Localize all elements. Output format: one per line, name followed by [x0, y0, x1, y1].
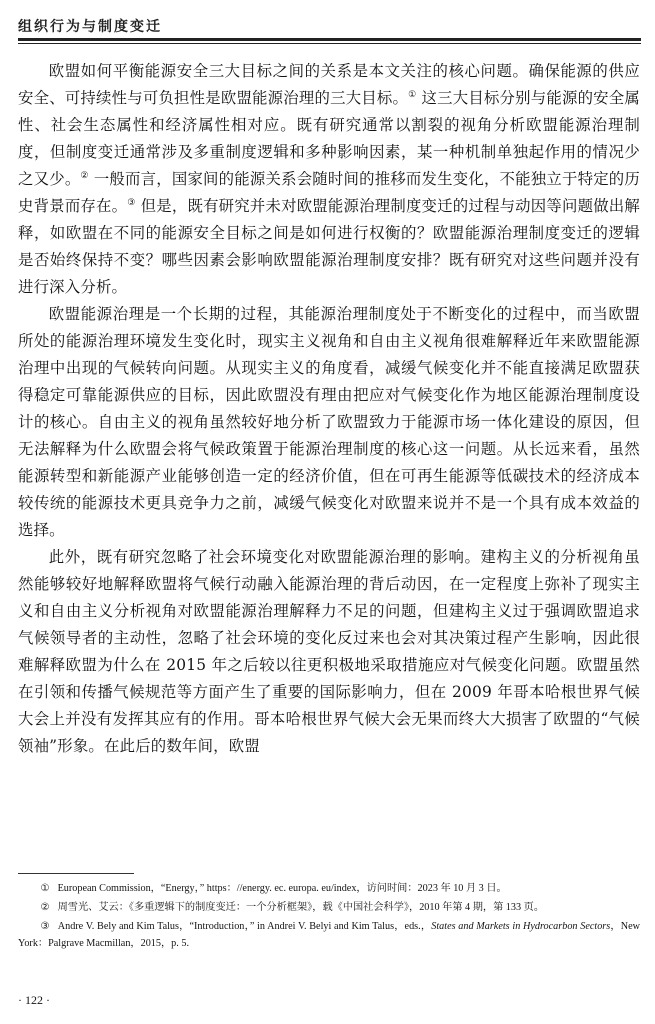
book-title: States and Markets in Hydrocarbon Sectors	[431, 921, 611, 932]
header-rule-thick	[18, 38, 641, 41]
paragraph-1: 欧盟如何平衡能源安全三大目标之间的关系是本文关注的核心问题。确保能源的供应安全、可持续性与可负担性是欧盟能源治理的三大目标。① 这三大目标分别与能源的安全属性、社会生态属性和经济属性相对应。既有研究通常以割裂的视角分析欧盟能源治理制度，但制度变迁通常涉及多重制度逻辑和多种影响因素，某一种机制单独起作用的情况少之又少。② 一般而言，国家间的能源关系会随时间的推移而发生变化，不能独立于特定的历史背景而存在。③ 但是，既有研究并未对欧盟能源治理制度变迁的过程与动因等问题做出解释，如欧盟在不同的能源安全目标之间是如何进行权衡的？欧盟能源治理制度变迁的逻辑是否始终保持不变？哪些因素会影响欧盟能源治理制度安排？既有研究对这些问题并没有进行深入分析。	[18, 62, 641, 296]
header-rule-thin	[18, 43, 641, 44]
footnote-1: ① European Commission，“Energy，” https：//energy. ec. europa. eu/index，访问时间：2023 年 10 月 3 日。	[40, 883, 507, 894]
footnote-marker: ③	[40, 921, 50, 932]
paragraph-2: 欧盟能源治理是一个长期的过程，其能源治理制度处于不断变化的过程中，而当欧盟所处的能源治理环境发生变化时，现实主义视角和自由主义视角很难解释近年来欧盟能源治理中出现的气候转向问题。从现实主义的角度看，减缓气候变化并不能直接满足欧盟获得稳定可靠能源供应的目标，因此欧盟没有理由把应对气候变化作为地区能源治理制度设计的核心。自由主义的视角虽然较好地分析了欧盟致力于能源市场一体化建设的原因，但无法解释为什么欧盟会将气候政策置于能源治理制度的核心这一问题。从长远来看，虽然能源转型和新能源产业能够创造一定的经济价值，但在可再生能源等低碳技术的经济成本较传统的能源技术更具竞争力之前，减缓气候变化对欧盟来说并不是一个具有成本效益的选择。	[18, 305, 640, 539]
footnotes	[18, 880, 640, 954]
footnote-separator	[18, 873, 134, 874]
footnote-3: ③ Andre V. Bely and Kim Talus，“Introduction，” in Andrei V. Belyi and Kim Talus，eds.，States and Markets in Hydrocarbon Sectors，New York：Palgrave Macmillan，2015，p. 5.	[18, 921, 640, 949]
body-text	[18, 58, 640, 760]
footnote-marker: ①	[40, 883, 50, 894]
page-number: · 122 ·	[18, 993, 50, 1007]
footnote-ref-1[interactable]: ①	[408, 89, 417, 100]
footnote-2: ② 周雪光、艾云：《多重逻辑下的制度变迁：一个分析框架》，载《中国社会科学》，2010 年第 4 期，第 133 页。	[40, 902, 545, 913]
footnote-ref-3[interactable]: ③	[127, 197, 136, 208]
running-title: 组织行为与制度变迁	[18, 19, 162, 35]
paragraph-3: 此外，既有研究忽略了社会环境变化对欧盟能源治理的影响。建构主义的分析视角虽然能够较好地解释欧盟将气候行动融入能源治理的背后动因，在一定程度上弥补了现实主义和自由主义分析视角对欧盟能源治理解释力不足的问题，但建构主义过于强调欧盟追求气候领导者的主动性，忽略了社会环境的变化反过来也会对其决策过程产生影响，因此很难解释欧盟为什么在 2015 年之后较以往更积极地采取措施应对气候变化问题。欧盟虽然在引领和传播气候规范等方面产生了重要的国际影响力，但在 2009 年哥本哈根世界气候大会上并没有发挥其应有的作用。哥本哈根世界气候大会无果而终大大损害了欧盟的“气候领袖”形象。在此后的数年间，欧盟	[18, 548, 640, 755]
footnote-marker: ②	[40, 902, 50, 913]
footnote-ref-2[interactable]: ②	[80, 170, 89, 181]
